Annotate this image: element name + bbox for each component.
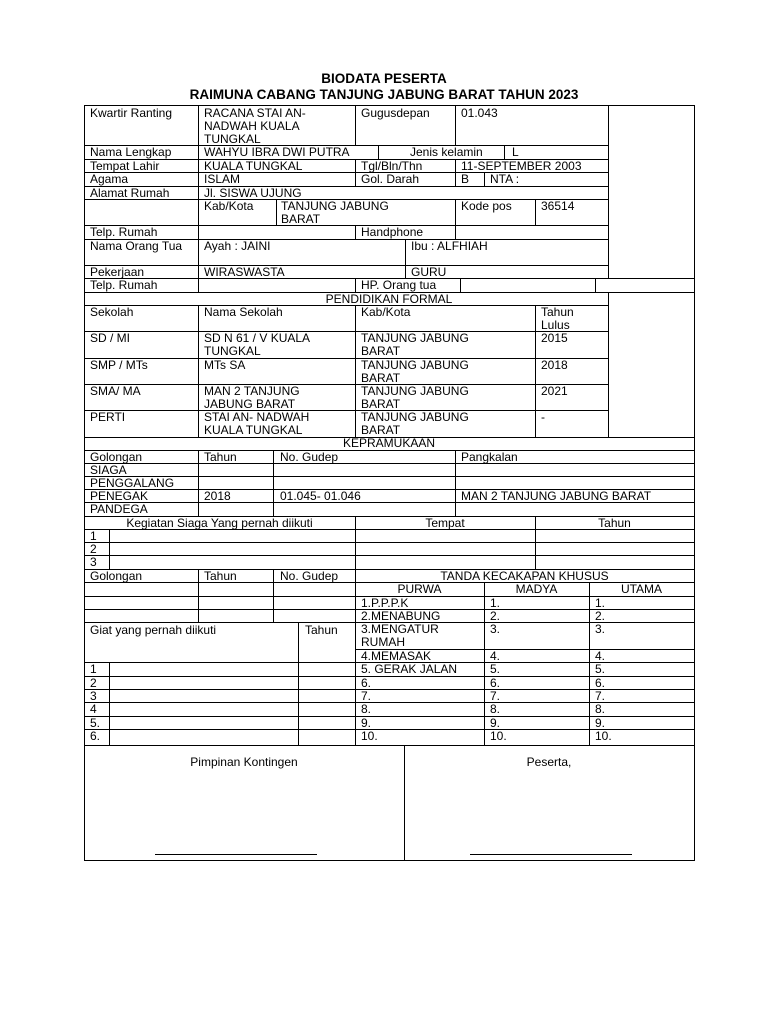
kabkota-value: TANJUNG JABUNG BARAT: [281, 199, 389, 226]
formal-kab: TANJUNG JABUNG BARAT: [361, 331, 469, 358]
tkk-madya-item: 5.: [490, 662, 501, 676]
tkk-utama-item: 4.: [595, 649, 606, 663]
handphone-label: Handphone: [361, 225, 424, 239]
tkk-header: TANDA KECAKAPAN KHUSUS: [440, 569, 609, 583]
tkk-utama-header: UTAMA: [620, 582, 663, 596]
kodepos-value: 36514: [541, 199, 575, 213]
tkk-col-gudep: No. Gudep: [280, 569, 339, 583]
col-kegiatan-siaga: Kegiatan Siaga Yang pernah diikuti: [126, 516, 313, 530]
nta-label: NTA :: [490, 172, 520, 186]
signature-right-label: Peserta,: [526, 755, 572, 769]
telp-rumah-label: Telp. Rumah: [90, 225, 158, 239]
tkk-purwa-item: 4.MEMASAK: [361, 649, 432, 663]
col-kabkota: Kab/Kota: [361, 305, 411, 319]
nama-value: WAHYU IBRA DWI PUTRA: [204, 145, 350, 159]
formal-kab: TANJUNG JABUNG BARAT: [361, 384, 469, 411]
kwartir-value: RACANA STAI AN-NADWAH KUALA TUNGKAL: [204, 106, 306, 146]
tkk-madya-item: 1.: [490, 596, 501, 610]
pekerjaan-ibu: GURU: [411, 265, 447, 279]
pekerjaan-ayah: WIRASWASTA: [204, 265, 285, 279]
tkk-purwa-item: 8.: [361, 702, 372, 716]
tkk-purwa-item: 3.MENGATUR RUMAH: [361, 622, 439, 649]
tkk-utama-item: 10.: [595, 729, 612, 743]
golongan-name: PENEGAK: [90, 489, 149, 503]
giat-row-number: 6.: [90, 729, 101, 743]
col-tahun-lulus: Tahun Lulus: [541, 305, 574, 332]
tkk-purwa-item: 6.: [361, 676, 372, 690]
tkk-utama-item: 2.: [595, 609, 606, 623]
giat-row-number: 2: [90, 676, 97, 690]
tkk-utama-item: 8.: [595, 702, 606, 716]
pekerjaan-label: Pekerjaan: [90, 265, 145, 279]
formal-level: SD / MI: [90, 331, 131, 345]
siaga-row-number: 3: [90, 555, 97, 569]
formal-kab: TANJUNG JABUNG BARAT: [361, 410, 469, 437]
tkk-madya-item: 9.: [490, 716, 501, 730]
tempat-lahir-value: KUALA TUNGKAL: [204, 159, 303, 173]
tkk-utama-item: 1.: [595, 596, 606, 610]
siaga-row-number: 2: [90, 542, 97, 556]
ayah-value: Ayah : JAINI: [204, 239, 271, 253]
giat-row-number: 5.: [90, 716, 101, 730]
formal-year: 2015: [541, 331, 568, 345]
formal-school: MTs SA: [204, 358, 246, 372]
tkk-utama-item: 7.: [595, 689, 606, 703]
jenis-kelamin-label: Jenis kelamin: [410, 145, 483, 159]
golongan-name: SIAGA: [90, 463, 127, 477]
kwartir-label: Kwartir Ranting: [90, 106, 173, 120]
tkk-madya-item: 4.: [490, 649, 501, 663]
col-tempat: Tempat: [425, 516, 465, 530]
col-tahun: Tahun: [204, 450, 237, 464]
col-golongan: Golongan: [90, 450, 143, 464]
golongan-name: PANDEGA: [90, 502, 148, 516]
tkk-col-tahun: Tahun: [204, 569, 237, 583]
tkk-utama-item: 6.: [595, 676, 606, 690]
nama-ortu-label: Nama Orang Tua: [90, 239, 183, 253]
giat-row-number: 1: [90, 662, 97, 676]
tkk-utama-item: 5.: [595, 662, 606, 676]
formal-school: STAI AN- NADWAH KUALA TUNGKAL: [204, 410, 310, 437]
document-subtitle: RAIMUNA CABANG TANJUNG JABUNG BARAT TAHUN 2023: [189, 87, 579, 102]
ibu-value: Ibu : ALFHIAH: [411, 239, 488, 253]
kabkota-label: Kab/Kota: [204, 199, 254, 213]
jenis-kelamin-value: L: [512, 145, 519, 159]
hp-ortu-label: HP. Orang tua: [361, 278, 437, 292]
formal-kab: TANJUNG JABUNG BARAT: [361, 358, 469, 385]
tkk-purwa-item: 5. GERAK JALAN: [361, 662, 458, 676]
formal-level: SMP / MTs: [90, 358, 148, 372]
tkk-madya-item: 10.: [490, 729, 507, 743]
tkk-purwa-header: PURWA: [397, 582, 442, 596]
giat-tahun-label: Tahun: [305, 623, 338, 637]
golongan-pangkalan: MAN 2 TANJUNG JABUNG BARAT: [461, 489, 652, 503]
giat-row-number: 3: [90, 689, 97, 703]
signature-left-label: Pimpinan Kontingen: [190, 755, 298, 769]
tkk-purwa-item: 9.: [361, 716, 372, 730]
tkk-madya-item: 6.: [490, 676, 501, 690]
gol-darah-label: Gol. Darah: [361, 172, 420, 186]
formal-level: SMA/ MA: [90, 384, 141, 398]
tempat-lahir-label: Tempat Lahir: [90, 159, 160, 173]
tkk-utama-item: 9.: [595, 716, 606, 730]
col-sekolah: Sekolah: [90, 305, 134, 319]
agama-value: ISLAM: [204, 172, 241, 186]
tkk-madya-item: 7.: [490, 689, 501, 703]
document-title: BIODATA PESERTA: [321, 71, 447, 86]
golongan-tahun: 2018: [204, 489, 231, 503]
col-pangkalan: Pangkalan: [461, 450, 518, 464]
formal-year: 2021: [541, 384, 568, 398]
kepramukaan-header: KEPRAMUKAAN: [342, 436, 436, 450]
tgl-lahir-label: Tgl/Bln/Thn: [361, 159, 423, 173]
alamat-label: Alamat Rumah: [90, 186, 170, 200]
golongan-name: PENGGALANG: [90, 476, 175, 490]
formal-year: 2018: [541, 358, 568, 372]
tkk-purwa-item: 10.: [361, 729, 378, 743]
giat-label: Giat yang pernah diikuti: [90, 623, 217, 637]
gugusdepan-value: 01.043: [461, 106, 498, 120]
kodepos-label: Kode pos: [461, 199, 512, 213]
col-nama-sekolah: Nama Sekolah: [204, 305, 283, 319]
formal-level: PERTI: [90, 410, 126, 424]
formal-school: MAN 2 TANJUNG JABUNG BARAT: [204, 384, 300, 411]
tkk-madya-header: MADYA: [515, 582, 558, 596]
formal-year: -: [541, 410, 545, 424]
nama-label: Nama Lengkap: [90, 145, 172, 159]
col-gudep: No. Gudep: [280, 450, 339, 464]
tkk-purwa-item: 2.MENABUNG: [361, 609, 441, 623]
pendidikan-formal-header: PENDIDIKAN FORMAL: [325, 292, 453, 306]
tkk-col-golongan: Golongan: [90, 569, 143, 583]
tgl-lahir-value: 11-SEPTEMBER 2003: [461, 159, 582, 173]
tkk-utama-item: 3.: [595, 622, 606, 636]
tkk-madya-item: 3.: [490, 622, 501, 636]
tkk-purwa-item: 7.: [361, 689, 372, 703]
formal-school: SD N 61 / V KUALA TUNGKAL: [204, 331, 310, 358]
giat-row-number: 4: [90, 702, 97, 716]
gugusdepan-label: Gugusdepan: [361, 106, 430, 120]
siaga-row-number: 1: [90, 529, 97, 543]
tkk-madya-item: 2.: [490, 609, 501, 623]
agama-label: Agama: [90, 172, 129, 186]
tkk-madya-item: 8.: [490, 702, 501, 716]
telp-rumah-2-label: Telp. Rumah: [90, 278, 158, 292]
tkk-purwa-item: 1.P.P.P.K: [361, 596, 409, 610]
alamat-value: Jl. SISWA UJUNG: [204, 186, 302, 200]
gol-darah-value: B: [461, 172, 470, 186]
col-siaga-tahun: Tahun: [598, 516, 631, 530]
golongan-gudep: 01.045- 01.046: [280, 489, 361, 503]
